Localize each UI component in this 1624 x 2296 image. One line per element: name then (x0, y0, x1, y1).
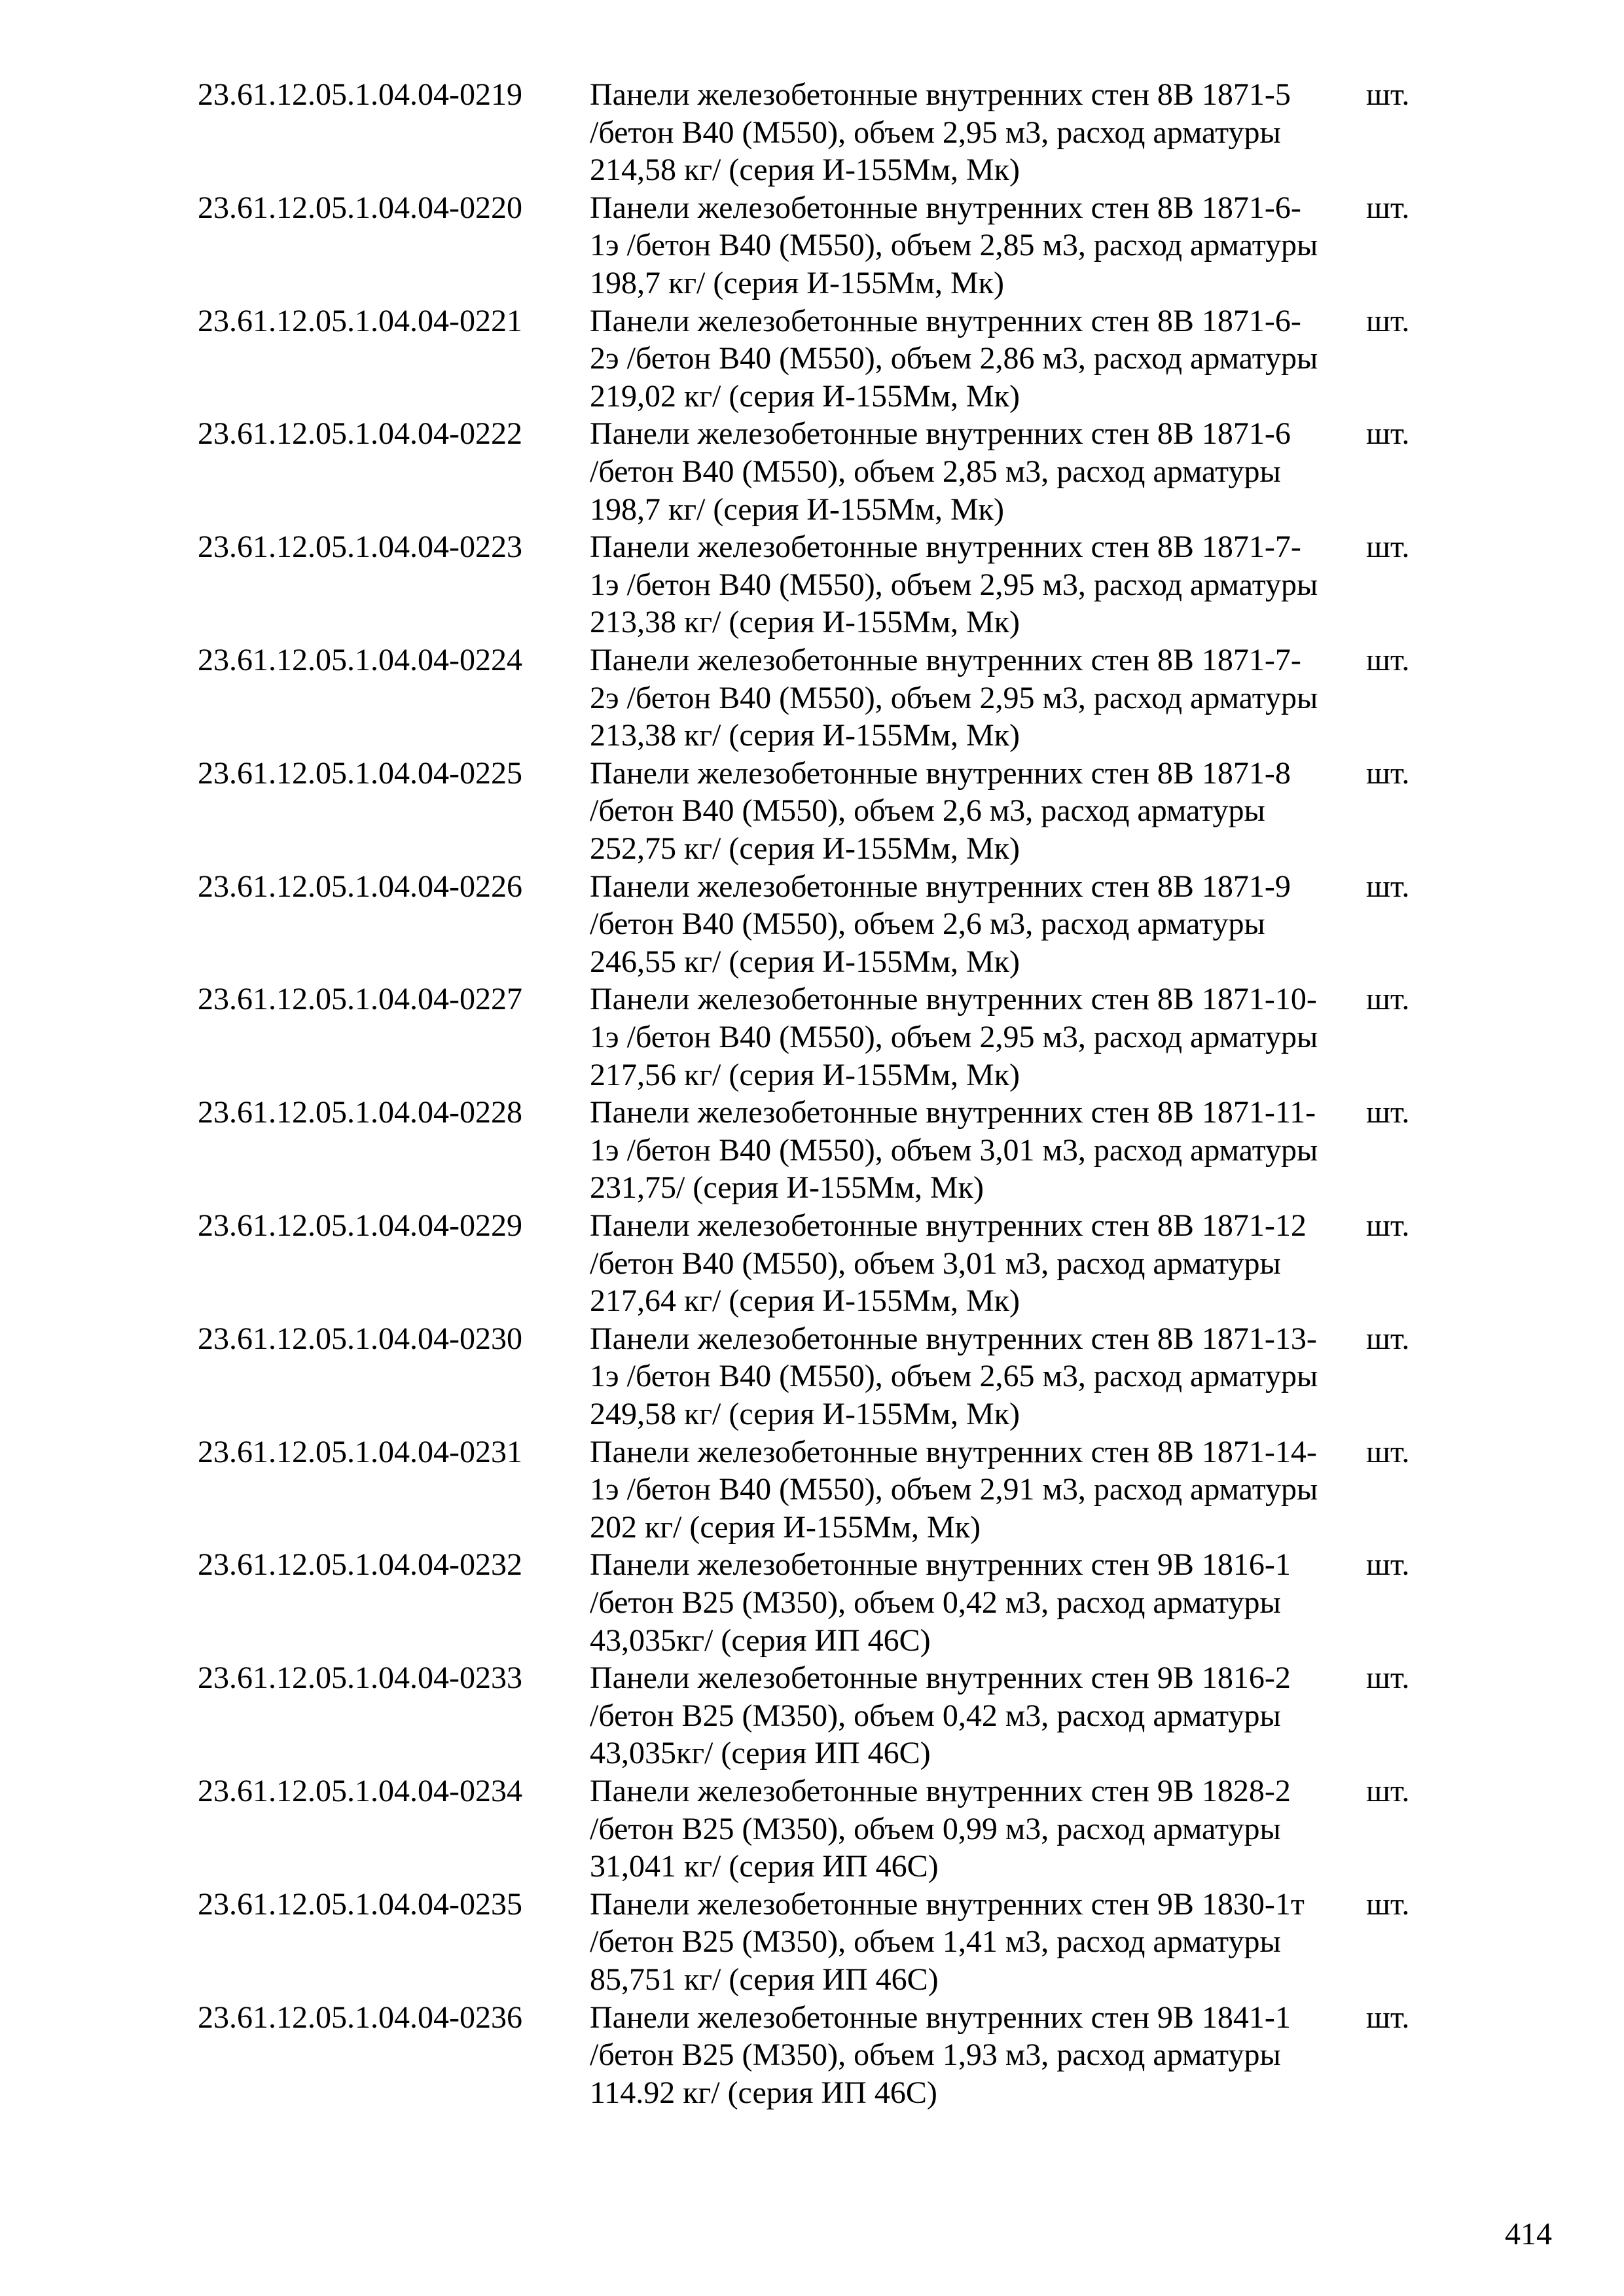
entry-description (590, 528, 1362, 641)
description-line: Панели железобетонные внутренних стен 8В 1871-13- (590, 1321, 1317, 1356)
description-line: 2э /бетон В40 (М550), объем 2,95 м3, расход арматуры (590, 680, 1318, 715)
description-line: 219,02 кг/ (серия И-155Мм, Мк) (590, 378, 1020, 414)
entry-unit: шт. (1366, 642, 1410, 677)
entry-unit: шт. (1366, 1547, 1410, 1583)
entry-code: 23.61.12.05.1.04.04-0225 (198, 755, 522, 791)
description-line: 1э /бетон В40 (М550), объем 2,85 м3, расход арматуры (590, 228, 1318, 263)
description-line: Панели железобетонные внутренних стен 8В 1871-6 (590, 416, 1291, 452)
description-line: 198,7 кг/ (серия И-155Мм, Мк) (590, 492, 1004, 527)
entry-row (0, 1094, 1624, 1207)
description-line: Панели железобетонные внутренних стен 9В 1830-1т (590, 1886, 1305, 1922)
description-line: Панели железобетонные внутренних стен 8В 1871-6- (590, 303, 1301, 338)
entry-code: 23.61.12.05.1.04.04-0227 (198, 982, 522, 1017)
entry-code: 23.61.12.05.1.04.04-0234 (198, 1773, 522, 1808)
description-line: /бетон В25 (М350), объем 1,93 м3, расход арматуры (590, 2037, 1281, 2073)
entry-row (0, 1999, 1624, 2112)
entry-unit: шт. (1366, 190, 1410, 225)
entry-code: 23.61.12.05.1.04.04-0219 (198, 77, 522, 112)
description-line: 85,751 кг/ (серия ИП 46С) (590, 1962, 939, 1997)
entry-code: 23.61.12.05.1.04.04-0232 (198, 1547, 522, 1583)
entry-row (0, 1207, 1624, 1320)
description-line: Панели железобетонные внутренних стен 8В 1871-7- (590, 642, 1301, 677)
entry-description (590, 1207, 1362, 1320)
description-line: 1э /бетон В40 (М550), объем 2,65 м3, расход арматуры (590, 1359, 1318, 1394)
entry-row (0, 189, 1624, 302)
description-line: Панели железобетонные внутренних стен 8В 1871-10- (590, 982, 1317, 1017)
entry-row (0, 302, 1624, 416)
entry-row (0, 641, 1624, 755)
description-line: 1э /бетон В40 (М550), объем 2,95 м3, расход арматуры (590, 1019, 1318, 1054)
entry-description (590, 1094, 1362, 1207)
entry-unit: шт. (1366, 1208, 1410, 1243)
entry-code: 23.61.12.05.1.04.04-0228 (198, 1095, 522, 1130)
description-line: Панели железобетонные внутренних стен 8В 1871-12 (590, 1208, 1307, 1243)
entry-unit: шт. (1366, 1660, 1410, 1696)
entry-unit: шт. (1366, 982, 1410, 1017)
entry-row (0, 1659, 1624, 1772)
entry-unit: шт. (1366, 303, 1410, 338)
description-line: /бетон В25 (М350), объем 0,42 м3, расход арматуры (590, 1585, 1281, 1620)
entry-unit: шт. (1366, 529, 1410, 565)
description-line: 198,7 кг/ (серия И-155Мм, Мк) (590, 265, 1004, 300)
entry-description (590, 1886, 1362, 1999)
description-line: 217,56 кг/ (серия И-155Мм, Мк) (590, 1057, 1020, 1092)
description-line: 213,38 кг/ (серия И-155Мм, Мк) (590, 605, 1020, 640)
entry-code: 23.61.12.05.1.04.04-0236 (198, 2000, 522, 2035)
entry-row (0, 1320, 1624, 1433)
description-line: Панели железобетонные внутренних стен 9В 1841-1 (590, 2000, 1291, 2035)
entry-description (590, 1659, 1362, 1772)
entry-code: 23.61.12.05.1.04.04-0226 (198, 869, 522, 904)
description-line: 246,55 кг/ (серия И-155Мм, Мк) (590, 944, 1020, 979)
description-line: /бетон В40 (М550), объем 2,6 м3, расход арматуры (590, 793, 1265, 829)
description-line: 31,041 кг/ (серия ИП 46С) (590, 1849, 939, 1884)
entry-description (590, 1772, 1362, 1886)
description-line: 249,58 кг/ (серия И-155Мм, Мк) (590, 1396, 1020, 1431)
entry-unit: шт. (1366, 416, 1410, 452)
entry-unit: шт. (1366, 1434, 1410, 1469)
description-line: 1э /бетон В40 (М550), объем 2,91 м3, расход арматуры (590, 1472, 1318, 1507)
description-line: Панели железобетонные внутренних стен 8В 1871-5 (590, 77, 1291, 112)
entries-list (0, 76, 1624, 2111)
entry-unit: шт. (1366, 1321, 1410, 1356)
description-line: 214,58 кг/ (серия И-155Мм, Мк) (590, 152, 1020, 188)
entry-code: 23.61.12.05.1.04.04-0224 (198, 642, 522, 677)
description-line: Панели железобетонные внутренних стен 8В 1871-14- (590, 1434, 1317, 1469)
description-line: 202 кг/ (серия И-155Мм, Мк) (590, 1509, 981, 1545)
description-line: 1э /бетон В40 (М550), объем 3,01 м3, расход арматуры (590, 1132, 1318, 1168)
description-line: Панели железобетонные внутренних стен 9В 1816-1 (590, 1547, 1291, 1583)
entry-description (590, 1546, 1362, 1659)
description-line: Панели железобетонные внутренних стен 8В 1871-6- (590, 190, 1301, 225)
description-line: /бетон В25 (М350), объем 0,42 м3, расход арматуры (590, 1698, 1281, 1733)
entry-row (0, 415, 1624, 528)
entry-unit: шт. (1366, 1095, 1410, 1130)
entry-code: 23.61.12.05.1.04.04-0222 (198, 416, 522, 452)
description-line: 114.92 кг/ (серия ИП 46С) (590, 2075, 937, 2110)
description-line: Панели железобетонные внутренних стен 8В 1871-9 (590, 869, 1291, 904)
entry-code: 23.61.12.05.1.04.04-0230 (198, 1321, 522, 1356)
description-line: /бетон В40 (М550), объем 2,95 м3, расход арматуры (590, 115, 1281, 150)
entry-description (590, 755, 1362, 868)
entry-row (0, 1433, 1624, 1547)
entry-description (590, 302, 1362, 416)
entry-description (590, 1999, 1362, 2112)
description-line: 43,035кг/ (серия ИП 46С) (590, 1623, 931, 1658)
entry-description (590, 980, 1362, 1094)
entry-unit: шт. (1366, 755, 1410, 791)
entry-description (590, 1433, 1362, 1547)
entry-code: 23.61.12.05.1.04.04-0235 (198, 1886, 522, 1922)
description-line: 231,75/ (серия И-155Мм, Мк) (590, 1170, 984, 1206)
entry-unit: шт. (1366, 1886, 1410, 1922)
entry-code: 23.61.12.05.1.04.04-0223 (198, 529, 522, 565)
description-line: 43,035кг/ (серия ИП 46С) (590, 1736, 931, 1771)
entry-row (0, 1546, 1624, 1659)
description-line: 213,38 кг/ (серия И-155Мм, Мк) (590, 718, 1020, 753)
entry-row (0, 980, 1624, 1094)
entry-description (590, 415, 1362, 528)
description-line: 252,75 кг/ (серия И-155Мм, Мк) (590, 831, 1020, 866)
description-line: 2э /бетон В40 (М550), объем 2,86 м3, расход арматуры (590, 341, 1318, 376)
description-line: Панели железобетонные внутренних стен 8В 1871-11- (590, 1095, 1316, 1130)
page-number: 414 (1505, 2217, 1552, 2251)
description-line: Панели железобетонные внутренних стен 9В 1828-2 (590, 1773, 1291, 1808)
description-line: 1э /бетон В40 (М550), объем 2,95 м3, расход арматуры (590, 567, 1318, 602)
entry-code: 23.61.12.05.1.04.04-0233 (198, 1660, 522, 1696)
description-line: /бетон В40 (М550), объем 3,01 м3, расход арматуры (590, 1246, 1281, 1281)
entry-row (0, 76, 1624, 189)
entry-row (0, 868, 1624, 981)
entry-row (0, 1772, 1624, 1886)
entry-description (590, 641, 1362, 755)
entry-row (0, 755, 1624, 868)
entry-description (590, 189, 1362, 302)
description-line: /бетон В25 (М350), объем 0,99 м3, расход арматуры (590, 1811, 1281, 1846)
entry-row (0, 528, 1624, 641)
description-line: Панели железобетонные внутренних стен 8В 1871-8 (590, 755, 1291, 791)
entry-description (590, 868, 1362, 981)
entry-unit: шт. (1366, 77, 1410, 112)
entry-code: 23.61.12.05.1.04.04-0220 (198, 190, 522, 225)
description-line: Панели железобетонные внутренних стен 9В 1816-2 (590, 1660, 1291, 1696)
entry-code: 23.61.12.05.1.04.04-0221 (198, 303, 522, 338)
entry-code: 23.61.12.05.1.04.04-0231 (198, 1434, 522, 1469)
entry-description (590, 76, 1362, 189)
entry-unit: шт. (1366, 869, 1410, 904)
entry-description (590, 1320, 1362, 1433)
description-line: /бетон В25 (М350), объем 1,41 м3, расход арматуры (590, 1924, 1281, 1960)
description-line: /бетон В40 (М550), объем 2,85 м3, расход арматуры (590, 454, 1281, 489)
entry-unit: шт. (1366, 2000, 1410, 2035)
entry-code: 23.61.12.05.1.04.04-0229 (198, 1208, 522, 1243)
description-line: Панели железобетонные внутренних стен 8В 1871-7- (590, 529, 1301, 565)
entry-unit: шт. (1366, 1773, 1410, 1808)
description-line: /бетон В40 (М550), объем 2,6 м3, расход арматуры (590, 906, 1265, 942)
entry-row (0, 1886, 1624, 1999)
description-line: 217,64 кг/ (серия И-155Мм, Мк) (590, 1283, 1020, 1319)
